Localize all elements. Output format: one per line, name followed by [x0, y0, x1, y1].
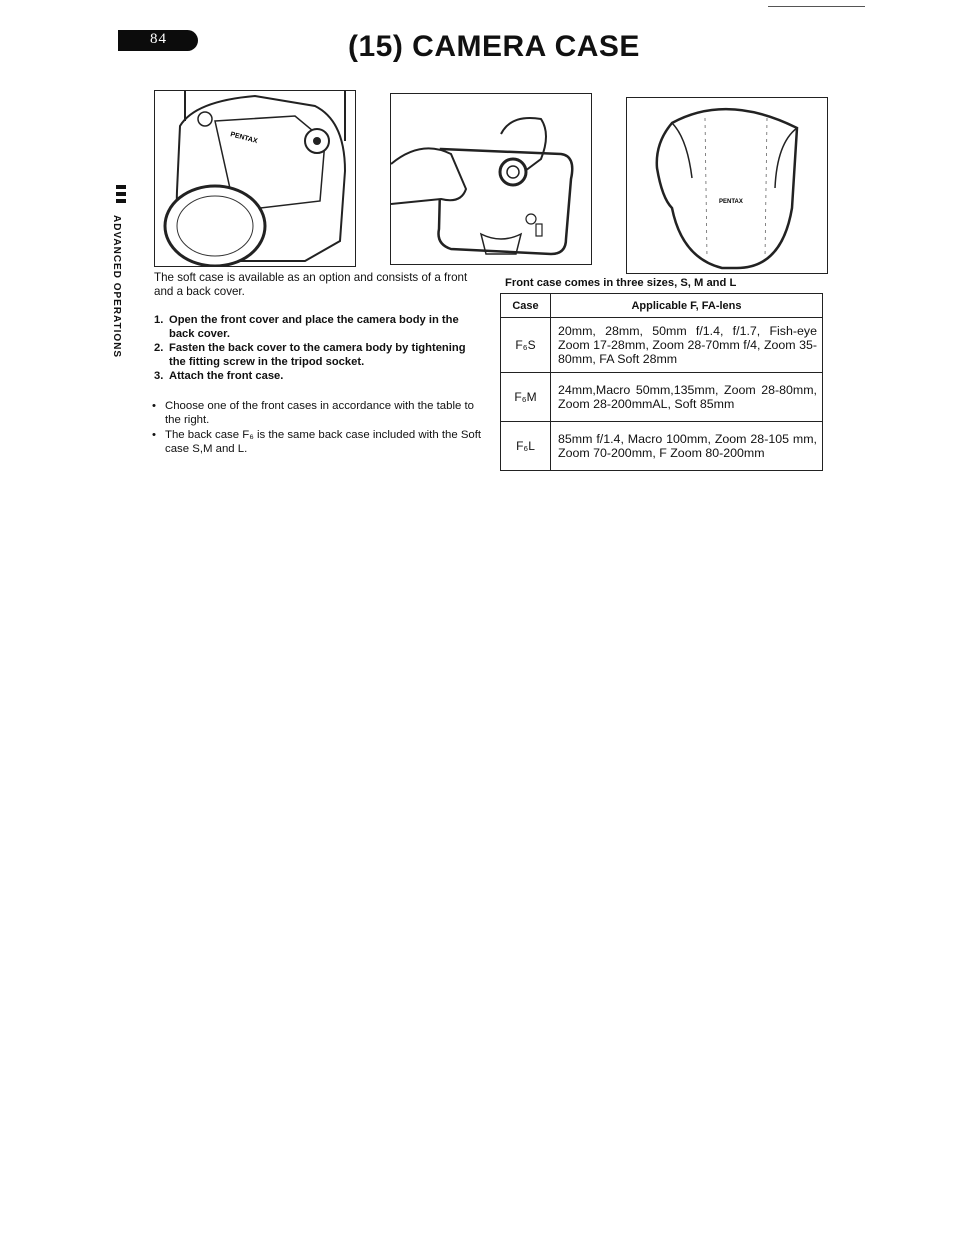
case-cell: F₆S: [501, 318, 551, 373]
header-lens: Applicable F, FA-lens: [551, 294, 823, 318]
step-text: Open the front cover and place the camera body in the back cover.: [169, 314, 459, 340]
front-case-illustration: [627, 98, 827, 273]
camera-in-case-illustration: [155, 91, 355, 266]
step-text: Attach the front case.: [169, 370, 284, 382]
step-number: 2.: [154, 342, 164, 354]
intro-paragraph: The soft case is available as an option and consists of a front and a back cover.: [154, 271, 468, 298]
table-row: [501, 422, 823, 471]
lens-cell: 24mm,Macro 50mm,135mm, Zoom 28-80mm, Zoom 28-200mmAL, Soft 85mm: [551, 373, 823, 422]
header-case: Case: [501, 294, 551, 318]
note-item: • Choose one of the front cases in accordance with the table to the right.: [152, 399, 482, 427]
lens-cell: 85mm f/1.4, Macro 100mm, Zoom 28-105 mm, Zoom 70-200mm, F Zoom 80-200mm: [551, 422, 823, 471]
notes-list: [152, 399, 482, 457]
fastening-illustration: [391, 94, 591, 264]
step-text: Fasten the back cover to the camera body by tightening the fitting screw in the tripod socket.: [169, 342, 466, 368]
page-title: (15) CAMERA CASE: [348, 30, 640, 63]
step-item: [154, 369, 484, 383]
step-number: 1.: [154, 314, 164, 326]
top-rule: [768, 6, 865, 7]
table-row: [501, 373, 823, 422]
figure-logo-text: PENTAX: [229, 131, 259, 146]
step-item: [154, 313, 484, 341]
section-side-label: [111, 215, 131, 365]
note-item: • The back case F₆ is the same back case included with the Soft case S,M and L.: [152, 428, 482, 456]
figure-logo-text: PENTAX: [719, 199, 743, 205]
page-number: 84: [150, 31, 167, 47]
figure-front-case: [626, 97, 828, 274]
table-header-row: [501, 294, 823, 318]
table-caption: Front case comes in three sizes, S, M and L: [505, 277, 737, 289]
step-number: 3.: [154, 370, 164, 382]
table-row: [501, 318, 823, 373]
lens-cell: 20mm, 28mm, 50mm f/1.4, f/1.7, Fish-eye Zoom 17-28mm, Zoom 28-70mm f/4, Zoom 35-80mm, FA Soft 28mm: [551, 318, 823, 373]
section-marker-bars: [116, 185, 126, 205]
lens-table: [500, 293, 823, 471]
figure-fastening-screw: [390, 93, 592, 265]
figure-camera-in-back-cover: [154, 90, 356, 267]
step-item: [154, 341, 484, 369]
section-label-text: ADVANCED OPERATIONS: [111, 215, 122, 359]
case-cell: F₆M: [501, 373, 551, 422]
case-cell: F₆L: [501, 422, 551, 471]
step-list: [154, 313, 484, 383]
